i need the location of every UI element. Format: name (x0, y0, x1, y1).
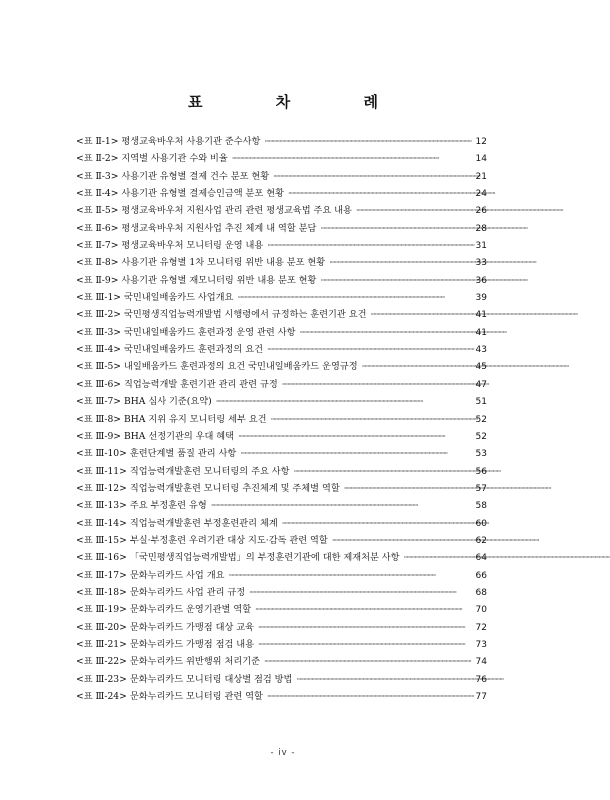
toc-entry-title: 직업능력개발 훈련기관 관리 관련 규정 (124, 378, 278, 390)
toc-entry-title: 훈련단계별 품질 관리 사항 (129, 448, 237, 460)
toc-dot-leader (271, 411, 475, 428)
toc-dot-leader (282, 515, 475, 532)
toc-dot-leader (238, 428, 474, 445)
toc-entry[interactable] (76, 272, 487, 289)
toc-entry-page: 33 (475, 258, 487, 269)
toc-entry-title: 문화누리카드 사업 관리 규정 (129, 586, 246, 598)
toc-entry-title: 평생교육바우처 사용기관 준수사항 (121, 136, 261, 147)
toc-entry-label: <표 Ⅲ-19> (76, 604, 127, 616)
toc-entry-title: 부실·부정훈련 우려기관 대상 지도·감독 관련 역할 (129, 534, 328, 546)
toc-entry[interactable] (76, 445, 487, 462)
toc-entry-page: 70 (475, 605, 487, 616)
toc-entry-page: 21 (475, 171, 487, 182)
toc-entry[interactable] (76, 324, 487, 341)
toc-dot-leader (332, 532, 475, 549)
toc-entry[interactable] (76, 220, 487, 237)
toc-entry-title: 문화누리카드 운영기관별 역할 (129, 604, 252, 616)
toc-entry-title: 직업능력개발훈련 부정훈련관리 체계 (129, 517, 278, 529)
toc-dot-leader (258, 636, 475, 653)
toc-entry[interactable] (76, 480, 487, 497)
toc-entry-title: 평생교육바우처 지원사업 추진 체계 내 역할 분담 (121, 222, 317, 234)
toc-entry-label: <표 Ⅲ-21> (76, 638, 127, 650)
toc-entry-page: 57 (475, 483, 487, 494)
toc-entry-title: 문화누리카드 가맹점 대상 교육 (129, 621, 254, 633)
toc-dot-leader (329, 254, 474, 271)
toc-entry-title: BHA 지위 유지 모니터링 세부 요건 (124, 413, 267, 425)
toc-entry[interactable] (76, 254, 487, 271)
toc-entry-page: 39 (475, 293, 487, 304)
toc-entry-label: <표 Ⅲ-12> (76, 482, 127, 494)
toc-entry-label: <표 Ⅲ-9> (76, 430, 122, 442)
toc-entry-title: 지역별 사용기관 수와 비율 (121, 153, 228, 165)
toc-entry[interactable] (76, 636, 487, 653)
toc-entry[interactable] (76, 133, 487, 150)
toc-entry-title: 평생교육바우처 모니터링 운영 내용 (121, 240, 264, 252)
toc-entry-label: <표 Ⅱ-5> (76, 205, 119, 217)
toc-entry-title: 직업능력개발훈련 모니터링 추진체계 및 주체별 역할 (129, 482, 340, 494)
toc-dot-leader (294, 463, 475, 480)
toc-entry[interactable] (76, 532, 487, 549)
toc-entry-label: <표 Ⅱ-1> (76, 136, 119, 147)
toc-entry-page: 58 (475, 501, 487, 512)
toc-dot-leader (267, 237, 474, 254)
toc-entry-label: <표 Ⅱ-6> (76, 222, 119, 234)
toc-dot-leader (320, 220, 474, 237)
toc-entry-label: <표 Ⅲ-8> (76, 413, 122, 425)
toc-entry[interactable] (76, 688, 487, 705)
toc-entry-title: 문화누리카드 모니터링 대상별 점검 방법 (129, 673, 293, 685)
toc-entry-page: 47 (475, 379, 487, 390)
toc-entry-page: 31 (475, 241, 487, 252)
toc-entry-page: 45 (475, 362, 487, 373)
toc-entry[interactable] (76, 202, 487, 219)
toc-entry-title: 사용기관 유형별 결제 건수 분포 현황 (121, 170, 270, 182)
toc-dot-leader (237, 289, 474, 306)
toc-entry-label: <표 Ⅲ-2> (76, 309, 122, 321)
toc-entry-label: <표 Ⅲ-14> (76, 517, 127, 529)
toc-entry-label: <표 Ⅲ-24> (76, 691, 127, 702)
toc-dot-leader (264, 133, 474, 150)
toc-entry[interactable] (76, 168, 487, 185)
toc-entry-label: <표 Ⅲ-18> (76, 586, 127, 598)
toc-entry-page: 24 (475, 189, 487, 200)
toc-entry-label: <표 Ⅱ-9> (76, 274, 119, 286)
toc-entry-label: <표 Ⅲ-17> (76, 569, 127, 581)
toc-entry[interactable] (76, 289, 487, 306)
toc-entry-title: 국민평생직업능력개발법 시행령에서 규정하는 훈련기관 요건 (124, 309, 367, 321)
toc-dot-leader (356, 202, 475, 219)
toc-entry[interactable] (76, 463, 487, 480)
toc-entry-label: <표 Ⅲ-23> (76, 673, 127, 685)
toc-dot-leader (288, 185, 475, 202)
toc-entry-page: 72 (475, 622, 487, 633)
toc-entry-title: 사용기관 유형별 1차 모니터링 위반 내용 분포 현황 (121, 257, 326, 269)
toc-dot-leader (228, 567, 474, 584)
toc-dot-leader (362, 358, 475, 375)
toc-dot-leader (211, 497, 475, 514)
toc-entry-title: 국민내일배움카드 사업개요 (124, 292, 234, 304)
toc-entry-title: 「국민평생직업능력개발법」의 부정훈련기관에 대한 제재처분 사항 (129, 552, 400, 564)
toc-entry-page: 73 (475, 639, 487, 650)
toc-entry-label: <표 Ⅲ-22> (76, 656, 127, 668)
toc-entry-page: 74 (475, 657, 487, 668)
toc-entry-title: 직업능력개발훈련 모니터링의 주요 사항 (129, 465, 290, 477)
toc-entry-page: 41 (475, 327, 487, 338)
toc-entry-label: <표 Ⅲ-13> (76, 500, 127, 512)
toc-entry[interactable] (76, 601, 487, 618)
toc-entry[interactable] (76, 150, 487, 167)
toc-entry[interactable] (76, 393, 487, 410)
toc-entry-page: 77 (475, 692, 487, 702)
toc-entry-page: 76 (475, 674, 487, 685)
toc-entry[interactable] (76, 619, 487, 636)
toc-dot-leader (273, 168, 474, 185)
toc-entry[interactable] (76, 237, 487, 254)
toc-entry-label: <표 Ⅲ-3> (76, 326, 122, 338)
toc-entry-title: 국민내일배움카드 훈련과정 운영 관련 사항 (124, 326, 296, 338)
toc-entry[interactable] (76, 358, 487, 375)
toc-entry[interactable] (76, 653, 487, 670)
toc-entry-title: 국민내일배움카드 훈련과정의 요건 (124, 344, 263, 356)
toc-dot-leader (255, 601, 474, 618)
toc-dot-leader (282, 376, 475, 393)
toc-entry-page: 51 (475, 397, 487, 408)
toc-dot-leader (404, 549, 475, 566)
toc-dot-leader (267, 341, 475, 358)
toc-entry-page: 56 (475, 466, 487, 477)
toc-entry[interactable] (76, 185, 487, 202)
toc-entry-label: <표 Ⅲ-4> (76, 344, 122, 356)
toc-dot-leader (299, 324, 474, 341)
toc-entry-label: <표 Ⅲ-20> (76, 621, 127, 633)
toc-entry-title: 문화누리카드 사업 개요 (129, 569, 225, 581)
toc-entry-title: 문화누리카드 가맹점 점검 내용 (129, 638, 254, 650)
toc-dot-leader (264, 653, 475, 670)
toc-entry-title: BHA 선정기관의 우대 혜택 (124, 430, 235, 442)
toc-entry-page: 60 (475, 518, 487, 529)
toc-entry-page: 62 (475, 535, 487, 546)
toc-entry-label: <표 Ⅱ-3> (76, 170, 119, 182)
toc-entry-label: <표 Ⅲ-7> (76, 396, 122, 408)
toc-entry-page: 14 (475, 154, 487, 165)
toc-entry-page: 43 (475, 345, 487, 356)
toc-entry-title: 내일배움카드 훈련과정의 요건 국민내일배움카드 운영규정 (124, 361, 358, 373)
toc-entry[interactable] (76, 411, 487, 428)
toc-entry-label: <표 Ⅱ-2> (76, 153, 119, 165)
toc-entry[interactable] (76, 549, 487, 566)
toc-entry-page: 52 (475, 414, 487, 425)
toc-entry-label: <표 Ⅲ-6> (76, 378, 122, 390)
toc-entry-label: <표 Ⅱ-7> (76, 240, 119, 252)
toc-entry-label: <표 Ⅲ-10> (76, 448, 127, 460)
toc-entry-label: <표 Ⅲ-16> (76, 552, 127, 564)
toc-entry-label: <표 Ⅲ-1> (76, 292, 122, 304)
toc-dot-leader (320, 272, 474, 289)
toc-entry-title: 문화누리카드 모니터링 관련 역할 (129, 691, 263, 702)
toc-entry[interactable] (76, 428, 487, 445)
toc-entry-title: 사용기관 유형별 결제승인금액 분포 현황 (121, 188, 284, 200)
toc-entry[interactable] (76, 497, 487, 514)
toc-entry-page: 64 (475, 553, 487, 564)
toc-entry-page: 53 (475, 449, 487, 460)
toc-entry[interactable] (76, 584, 487, 601)
toc-entry-title: 주요 부정훈련 유형 (129, 500, 207, 512)
toc-entry[interactable] (76, 567, 487, 584)
toc-entry[interactable] (76, 341, 487, 358)
table-of-contents (76, 133, 487, 705)
toc-entry-title: BHA 심사 기준(요약) (124, 396, 212, 408)
toc-entry-page: 12 (475, 137, 487, 147)
toc-entry-title: 평생교육바우처 지원사업 관리 관련 평생교육법 주요 내용 (121, 205, 352, 217)
toc-dot-leader (370, 306, 474, 323)
toc-entry-page: 52 (475, 431, 487, 442)
toc-dot-leader (267, 688, 475, 705)
toc-entry-label: <표 Ⅲ-5> (76, 361, 122, 373)
toc-entry-page: 66 (475, 570, 487, 581)
toc-entry-label: <표 Ⅱ-8> (76, 257, 119, 269)
toc-dot-leader (258, 619, 475, 636)
page-title: 표 차 례 (188, 93, 412, 111)
toc-dot-leader (296, 671, 474, 688)
toc-entry[interactable] (76, 515, 487, 532)
toc-dot-leader (232, 150, 475, 167)
toc-entry[interactable] (76, 306, 487, 323)
toc-entry-title: 사용기관 유형별 재모니터링 위반 내용 분포 현황 (121, 274, 317, 286)
toc-entry-label: <표 Ⅲ-15> (76, 534, 127, 546)
toc-entry-page: 28 (475, 223, 487, 234)
toc-entry-label: <표 Ⅲ-11> (76, 465, 127, 477)
toc-entry-page: 41 (475, 310, 487, 321)
toc-entry-page: 26 (475, 206, 487, 217)
toc-dot-leader (344, 480, 475, 497)
toc-dot-leader (216, 393, 475, 410)
toc-entry[interactable] (76, 671, 487, 688)
toc-dot-leader (249, 584, 474, 601)
toc-entry[interactable] (76, 376, 487, 393)
toc-entry-page: 68 (475, 587, 487, 598)
toc-dot-leader (240, 445, 474, 462)
toc-entry-title: 문화누리카드 위반행위 처리기준 (129, 656, 260, 668)
toc-entry-label: <표 Ⅱ-4> (76, 188, 119, 200)
toc-entry-page: 36 (475, 275, 487, 286)
page-number: - iv - (270, 748, 296, 758)
